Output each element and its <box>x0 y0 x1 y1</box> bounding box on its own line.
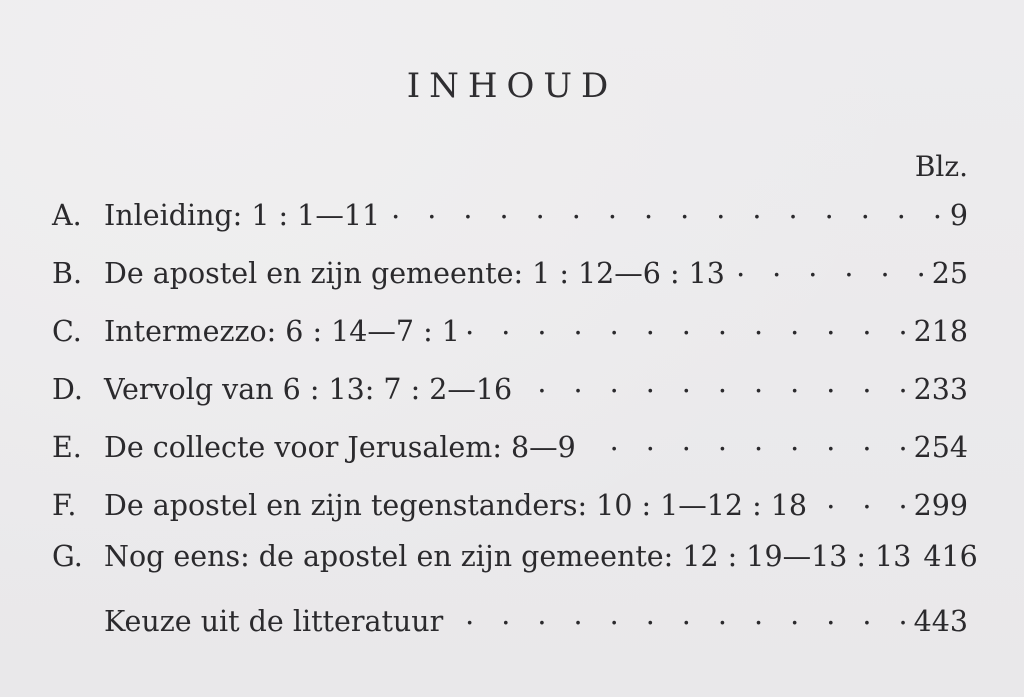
toc-entry-c <box>52 308 968 366</box>
toc-entry-letter: B. <box>52 257 83 290</box>
toc-entry-text: Vervolg van 6 : 13: 7 : 2—16 <box>104 373 513 406</box>
table-of-contents <box>52 192 978 656</box>
toc-entry-d <box>52 366 968 424</box>
page-column-header: Blz. <box>914 150 968 183</box>
toc-entry-page: 233 <box>913 373 968 406</box>
toc-entry-text: De collecte voor Jerusalem: 8—9 <box>104 431 576 464</box>
dot-leader <box>731 250 926 290</box>
toc-entry-letter: F. <box>52 489 77 522</box>
toc-entry-letter: G. <box>52 540 83 573</box>
dot-leader <box>466 308 908 348</box>
toc-entry-f <box>52 482 968 540</box>
toc-entry-text: Intermezzo: 6 : 14—7 : 1 <box>104 315 460 348</box>
toc-entry-g <box>52 540 978 598</box>
toc-entry-page: 218 <box>913 315 968 348</box>
toc-entry-literature <box>52 598 968 656</box>
dot-leader <box>813 482 908 522</box>
toc-entry-letter: A. <box>52 199 82 232</box>
dot-leader <box>386 192 942 232</box>
toc-entry-letter: C. <box>52 315 82 348</box>
toc-entry-text: De apostel en zijn tegenstanders: 10 : 1—12 : 18 <box>104 489 808 522</box>
toc-entry-page: 416 <box>923 540 978 573</box>
toc-entry-text: Nog eens: de apostel en zijn gemeente: 12 : 19—13 : 13 <box>104 540 912 573</box>
toc-entry-page: 9 <box>949 199 968 232</box>
toc-entry-e <box>52 424 968 482</box>
dot-leader <box>582 424 908 464</box>
toc-entry-text: Keuze uit de litteratuur <box>104 605 444 638</box>
toc-entry-b <box>52 250 968 308</box>
page-title: INHOUD <box>406 66 618 106</box>
toc-entry-a <box>52 192 968 250</box>
toc-entry-page: 299 <box>913 489 968 522</box>
dot-leader <box>449 598 907 638</box>
toc-entry-page: 25 <box>931 257 968 290</box>
toc-entry-text: De apostel en zijn gemeente: 1 : 12—6 : 13 <box>104 257 725 290</box>
toc-entry-page: 443 <box>913 605 968 638</box>
toc-entry-letter: D. <box>52 373 83 406</box>
toc-entry-text: Inleiding: 1 : 1—11 <box>104 199 381 232</box>
dot-leader <box>518 366 907 406</box>
toc-entry-page: 254 <box>913 431 968 464</box>
toc-entry-letter: E. <box>52 431 82 464</box>
